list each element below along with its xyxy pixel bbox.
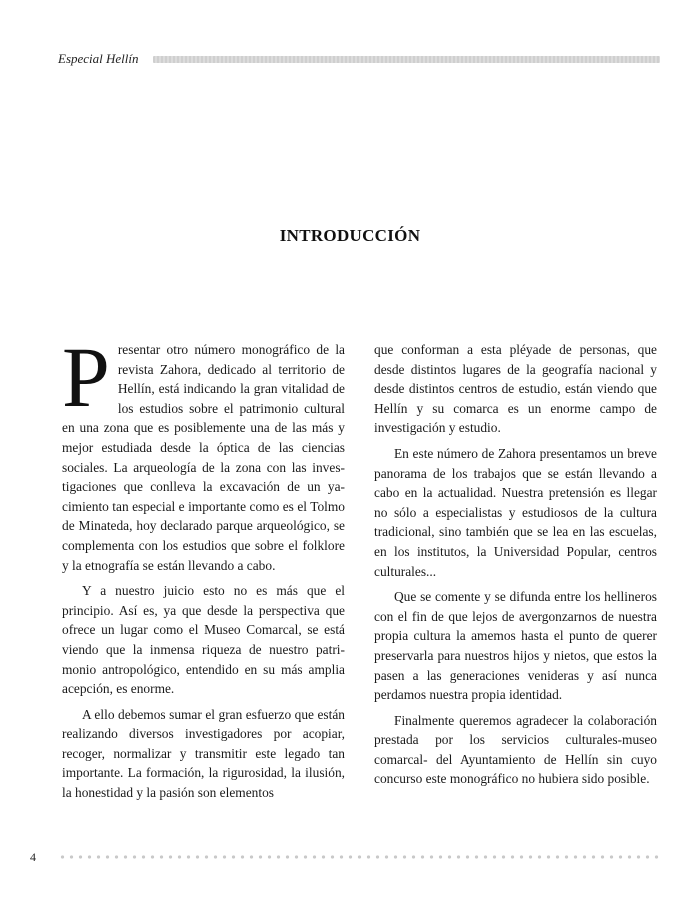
running-header	[58, 49, 660, 69]
page-number: 4	[30, 849, 36, 864]
article-title: INTRODUCCIÓN	[279, 226, 421, 245]
page-footer	[30, 850, 660, 864]
paragraph-6: Finalmente queremos agradecer la colaboración prestada por los servicios culturales-museo comarcal- del Ayuntamiento de Hellín sin cuyo concurso este monográfico no hubiera sido posible.	[374, 712, 657, 787]
paragraph-1	[62, 329, 345, 575]
paragraph-3: A ello debemos sumar el gran esfuerzo que están realizando diversos investigadores por acopiar, recoger, normalizar y transmitir este legado tan importante. La formación, la rigurosidad, la ilusión, la honestidad y la pasión son elementos	[62, 706, 345, 801]
left-column	[62, 329, 345, 809]
paragraph-3-continued: que conforman a esta pléyade de personas, que desde distintos lugares de la geografía nacional y desde distintos centros de estudio, están viendo que Hellín y su comarca es un enorme campo de investigación y estudio.	[374, 342, 657, 436]
footer-dotted-rule	[58, 855, 660, 859]
right-column	[374, 340, 657, 795]
paragraph-5: Que se comente y se difunda entre los hellineros con el fin de que lejos de avergonzarnos de nuestra propia cultura la amemos hasta el punto de querer preservarla para nuestros hijos y nietos, que estos la pasen a las generaciones venideras y así nunca perdamos nuestra propia identidad.	[374, 589, 657, 703]
paragraph-4: En este número de Zahora presentamos un breve panorama de los trabajos que se están llevando a cabo en la actualidad. Nuestra pretensión es llegar no sólo a especialistas y estudiosos de la cultura tradicional, sino también que se lea en las escuelas, en los institutos, la Universidad Popular, centros culturales...	[374, 445, 657, 579]
dropcap-letter: P	[62, 329, 110, 425]
section-label: Especial Hellín	[58, 51, 139, 66]
header-rule	[153, 56, 660, 63]
paragraph-1-text: resentar otro número monográfico de la revista Zahora, dedicado al territorio de Hellín, está indicando la gran vitalidad de los estudios sobre el patrimonio cultural en una zona que es posiblemente una de las más y mejor estudiada desde la óptica de las ciencias sociales. La arqueología de la zona con las investigaciones que conlleva la excavación de un yacimiento tan especial e importante como es el Tolmo de Minateda, hoy declarado parque arqueológico, se complementa con los estudios que sobre el folklore y la etnografía se están llevando a cabo.	[62, 342, 345, 573]
paragraph-2: Y a nuestro juicio esto no es más que el principio. Así es, ya que desde la perspectiva que ofrece un lugar como el Museo Comarcal, se está viendo que la inmensa riqueza de nuestro patrimonio antropológico, entendido en su más amplia acepción, es enorme.	[62, 583, 345, 697]
